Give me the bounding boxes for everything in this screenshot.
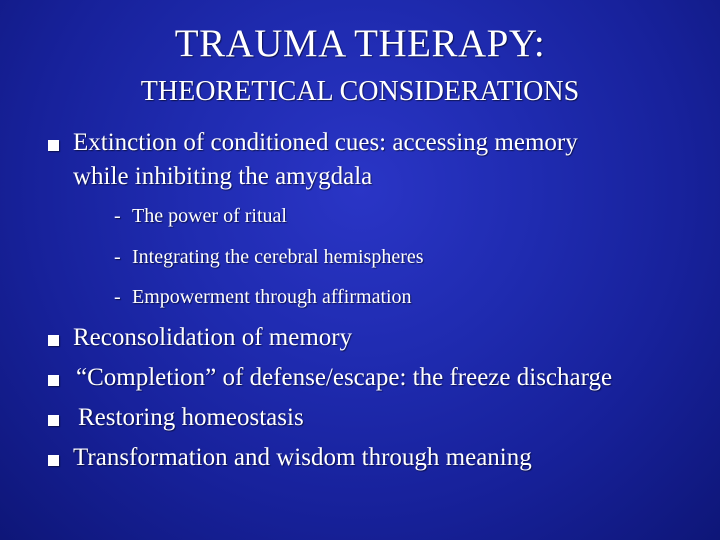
bullet-text: “Completion” of defense/escape: the freeze discharge <box>76 364 613 391</box>
square-bullet-icon <box>48 335 59 346</box>
sub-item-text: Empowerment through affirmation <box>132 286 412 308</box>
dash-marker: - <box>114 246 121 268</box>
sub-item <box>114 204 287 228</box>
slide-title: TRAUMA THERAPY: <box>174 22 546 65</box>
square-bullet-icon <box>48 415 59 426</box>
sub-item-text: Integrating the cerebral hemispheres <box>132 246 424 268</box>
bullet-text: Extinction of conditioned cues: accessing memory <box>73 129 578 156</box>
bullet-text: Transformation and wisdom through meaning <box>73 444 532 471</box>
square-bullet-icon <box>48 375 59 386</box>
square-bullet-icon <box>48 455 59 466</box>
dash-marker: - <box>114 205 121 227</box>
bullet-text: Restoring homeostasis <box>78 404 304 431</box>
sub-item <box>114 245 424 269</box>
dash-marker: - <box>114 286 121 308</box>
bullet-text: Reconsolidation of memory <box>73 324 353 351</box>
square-bullet-icon <box>48 140 59 151</box>
sub-item-text: The power of ritual <box>132 205 287 227</box>
sub-item <box>114 285 412 309</box>
bullet-text-continuation: while inhibiting the amygdala <box>73 163 373 190</box>
slide-subtitle: THEORETICAL CONSIDERATIONS <box>140 76 580 107</box>
